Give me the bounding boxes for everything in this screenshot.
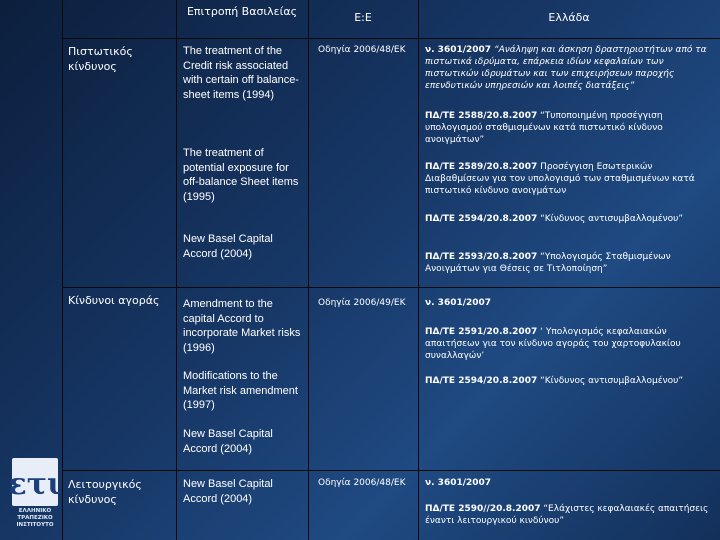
eu-directive: Οδηγία 2006/48/ΕΚ [318,478,406,488]
reference-code: ΠΔ/ΤΕ 2593/20.8.2007 [425,252,538,262]
committee-item: The treatment of the Credit risk associated with certain off balance-sheet items (1994) [183,45,299,101]
column-divider [176,0,177,540]
reference-title: Προσέγγιση Εσωτερικών Διαβαθμίσεων για τον υπολογισμό των σταθμισμένων κατά πιστωτικό κίνδυνο ανοιγμάτων [425,162,695,196]
greece-reference [425,251,717,275]
institute-name-line: ΤΡΑΠΕΖΙΚΟ [17,515,53,521]
reference-title: “Κίνδυνος αντισυμβαλλομένου” [540,376,684,386]
committee-item: New Basel Capital Accord (2004) [183,428,273,455]
reference-code: ΠΔ/ΤΕ 2590//20.8.2007 [425,504,541,514]
column-divider [418,0,419,540]
reference-code: ν. 3601/2007 [425,478,492,488]
committee-item: Modifications to the Market risk amendment (1997) [183,370,298,411]
committee-item: The treatment of potential exposure for off-balance Sheet items (1995) [183,147,299,203]
header-greece: Ελλάδα [548,11,590,24]
reference-code: ΠΔ/ΤΕ 2594/20.8.2007 [425,376,538,386]
reference-title: “Ανάληψη και άσκηση δραστηριοτήτων από τα πιστωτικά ιδρύματα, επάρκεια ιδίων κεφαλαίων των πιστωτικών ιδρυμάτων και των επιχειρήσεων παροχής επενδυτικών υπηρεσιών και λοιπές διατάξεις” [425,45,707,91]
row-divider [62,38,720,39]
reference-title: “Ελάχιστες κεφαλαιακές απαιτήσεις έναντι λειτουργικού κινδύνου” [425,504,709,526]
row-divider [62,287,720,288]
greece-reference [425,326,717,362]
row-label-credit-risk: Πιστωτικός κίνδυνος [68,45,133,73]
row-label-operational-risk: Λειτουργικός κίνδυνος [68,478,142,506]
header-committee: Επιτροπή Βασιλείας [186,5,298,18]
greece-reference [425,375,717,387]
reference-code: ν. 3601/2007 [425,298,492,308]
reference-code: ΠΔ/ΤΕ 2589/20.8.2007 [425,162,538,172]
reference-code: ΠΔ/ΤΕ 2594/20.8.2007 [425,214,538,224]
institute-name [4,508,66,529]
reference-title: “Υπολογισμός Σταθμισμένων Ανοιγμάτων για Θέσεις σε Τιτλοποίηση” [425,252,671,274]
committee-item: New Basel Capital Accord (2004) [183,478,273,505]
institute-name-line: ΙΝΣΤΙΤΟΥΤΟ [16,522,54,528]
reference-title: ‘ Υπολογισμός κεφαλαιακών απαιτήσεων για τον κίνδυνο αγοράς του χαρτοφυλακίου συναλλαγών’ [425,327,681,361]
reference-code: ΠΔ/ΤΕ 2591/20.8.2007 [425,327,538,337]
logo-mark-text: ετι [8,467,62,502]
header-eu: Ε:Ε [354,11,372,24]
reference-title: “Κίνδυνος αντισυμβαλλομένου” [540,214,684,224]
institute-logo [4,458,64,540]
reference-code: ΠΔ/ΤΕ 2588/20.8.2007 [425,111,538,121]
greece-reference [425,213,717,225]
greece-reference [425,44,717,92]
greece-reference [425,477,717,489]
eu-directive: Οδηγία 2006/49/ΕΚ [318,298,406,308]
row-label-market-risk: Κίνδυνοι αγοράς [68,294,160,307]
institute-logo-mark [8,458,62,506]
greece-reference [425,110,717,146]
institute-name-line: ΕΛΛΗΝΙΚΟ [18,508,52,514]
reference-title: “Τυποποιημένη προσέγγιση υπολογισμού σταθμισμένων κατά πιστωτικό κίνδυνο ανοιγμάτων” [425,111,663,145]
committee-item: Amendment to the capital Accord to incorporate Market risks (1996) [183,298,301,354]
greece-reference [425,161,717,197]
reference-code: ν. 3601/2007 [425,45,492,55]
row-divider [62,470,720,471]
eu-directive: Οδηγία 2006/48/ΕΚ [318,45,406,55]
greece-reference [425,503,717,527]
committee-item: New Basel Capital Accord (2004) [183,233,273,260]
column-divider [308,0,309,540]
greece-reference [425,297,717,309]
